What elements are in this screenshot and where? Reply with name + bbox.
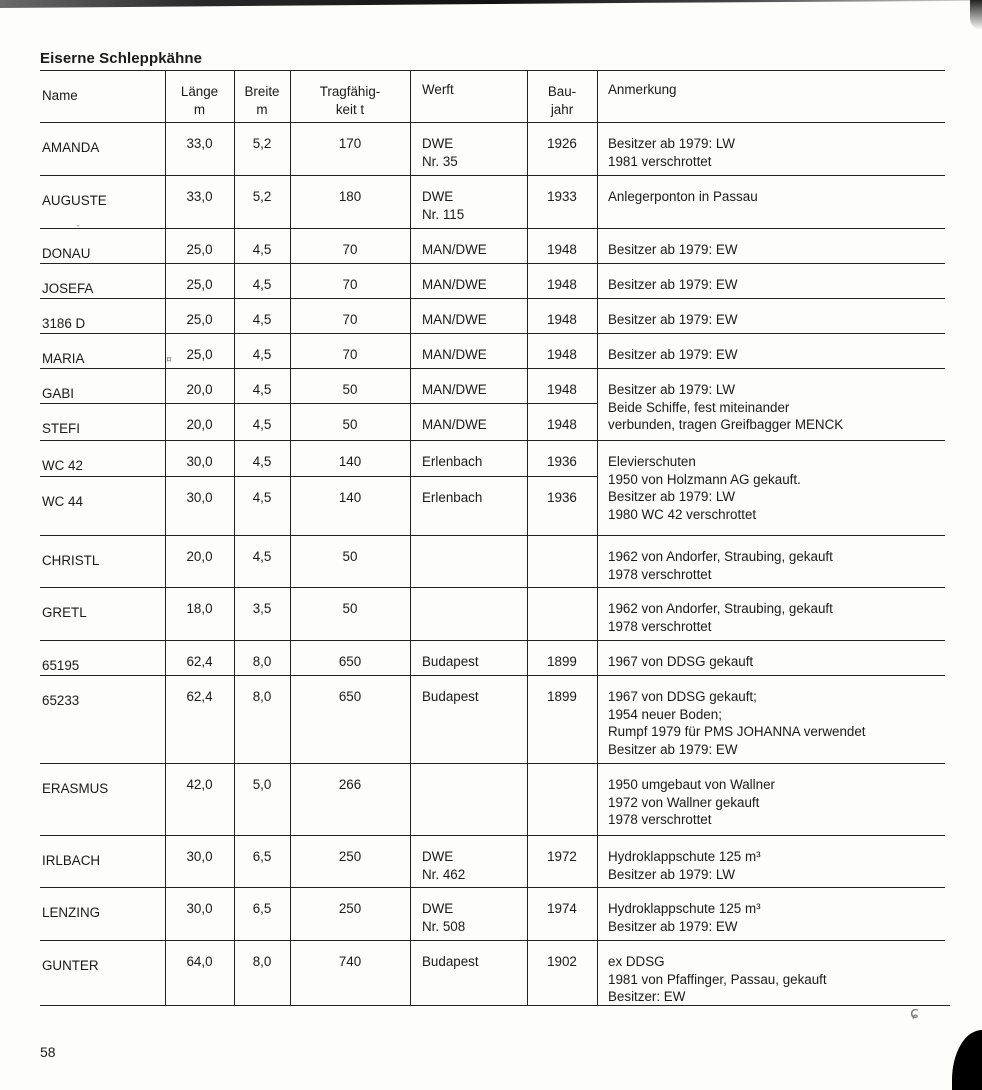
cell-trag: 140 [338, 454, 362, 469]
cell-laenge: 64,0 [186, 954, 213, 969]
cell-breite: 8,0 [252, 654, 272, 669]
cell-baujahr: 1948 [547, 382, 577, 397]
cell-laenge: 25,0 [186, 242, 213, 257]
column-header-name: Name [42, 88, 78, 103]
cell-baujahr: 1899 [547, 689, 577, 704]
cell-name: IRLBACH [42, 853, 101, 868]
cell-name: JOSEFA [42, 281, 94, 296]
cell-breite: 8,0 [252, 954, 272, 969]
cell-werft: DWE Nr. 462 [422, 849, 466, 882]
cell-trag: 170 [338, 136, 362, 151]
cell-laenge: 20,0 [186, 549, 213, 564]
cell-breite: 4,5 [252, 312, 272, 327]
row-rule [40, 333, 945, 334]
pencil-mark: ɕ [910, 1003, 919, 1022]
page-number: 58 [40, 1044, 56, 1060]
cell-anmerkung: 1962 von Andorfer, Straubing, gekauft 1978 verschrottet [608, 549, 833, 582]
scan-shadow-top [0, 0, 982, 8]
column-header-baujahr: Bau- jahr [547, 84, 577, 117]
cell-werft: Erlenbach [422, 454, 483, 469]
cell-baujahr: 1972 [547, 849, 577, 864]
cell-name: GUNTER [42, 958, 99, 973]
row-rule [40, 763, 945, 764]
row-rule [40, 263, 945, 264]
cell-breite: 4,5 [252, 454, 272, 469]
scan-shadow-corner-bottom [952, 1030, 982, 1090]
row-rule [40, 298, 945, 299]
cell-anmerkung: Besitzer ab 1979: EW [608, 312, 738, 327]
row-rule [40, 587, 945, 588]
cell-trag: 50 [342, 601, 358, 616]
cell-name: STEFI [42, 421, 80, 436]
cell-name: 65195 [42, 658, 80, 673]
row-rule [40, 535, 945, 536]
cell-name: AUGUSTE [42, 193, 107, 208]
cell-name: DONAU [42, 246, 91, 261]
cell-laenge: 62,4 [186, 654, 213, 669]
cell-anmerkung: Besitzer ab 1979: LW Beide Schiffe, fest miteinander verbunden, tragen Greifbagger MENCK [608, 382, 844, 432]
cell-anmerkung: Elevierschuten 1950 von Holzmann AG gekauft. Besitzer ab 1979: LW 1980 WC 42 verschrottet [608, 454, 801, 522]
cell-breite: 3,5 [252, 601, 272, 616]
cell-laenge: 25,0 [186, 347, 213, 362]
cell-breite: 4,5 [252, 490, 272, 505]
cell-laenge: 20,0 [186, 417, 213, 432]
cell-name: GABI [42, 386, 74, 401]
cell-breite: 4,5 [252, 242, 272, 257]
cell-trag: 50 [342, 382, 358, 397]
cell-breite: 4,5 [252, 382, 272, 397]
cell-laenge: 25,0 [186, 312, 213, 327]
cell-trag: 70 [342, 242, 358, 257]
cell-breite: 6,5 [252, 901, 272, 916]
cell-werft: DWE Nr. 115 [422, 189, 465, 222]
column-rule [597, 70, 598, 1005]
cell-baujahr: 1936 [547, 454, 577, 469]
cell-laenge: 30,0 [186, 849, 213, 864]
cell-baujahr: 1936 [547, 490, 577, 505]
column-header-anmerkung: Anmerkung [608, 82, 677, 97]
pencil-mark: ¤ [166, 355, 172, 365]
cell-trag: 266 [338, 777, 362, 792]
cell-trag: 180 [338, 189, 362, 204]
cell-anmerkung: 1967 von DDSG gekauft [608, 654, 754, 669]
cell-name: WC 42 [42, 458, 83, 473]
cell-breite: 6,5 [252, 849, 272, 864]
cell-laenge: 18,0 [186, 601, 213, 616]
row-rule [40, 175, 945, 176]
cell-anmerkung: Hydroklappschute 125 m³ Besitzer ab 1979: EW [608, 901, 761, 934]
row-rule [40, 368, 945, 369]
column-rule [410, 70, 411, 1005]
cell-werft: Erlenbach [422, 490, 483, 505]
cell-trag: 140 [338, 490, 362, 505]
cell-trag: 70 [342, 277, 358, 292]
cell-laenge: 30,0 [186, 490, 213, 505]
cell-werft: MAN/DWE [422, 382, 487, 397]
cell-breite: 8,0 [252, 689, 272, 704]
cell-name: ERASMUS [42, 781, 109, 796]
cell-baujahr: 1899 [547, 654, 577, 669]
row-rule [40, 640, 945, 641]
cell-name: GRETL [42, 605, 87, 620]
cell-baujahr: 1948 [547, 277, 577, 292]
cell-baujahr: 1948 [547, 242, 577, 257]
cell-laenge: 33,0 [186, 189, 213, 204]
cell-werft: MAN/DWE [422, 417, 487, 432]
row-rule [40, 476, 597, 477]
cell-werft: Budapest [422, 689, 479, 704]
row-rule [40, 675, 945, 676]
cell-baujahr: 1902 [547, 954, 577, 969]
scan-shadow-corner-top [970, 0, 982, 30]
cell-trag: 650 [338, 654, 362, 669]
row-rule [40, 403, 597, 404]
cell-breite: 4,5 [252, 277, 272, 292]
cell-anmerkung: Besitzer ab 1979: EW [608, 277, 738, 292]
header-rule [40, 122, 945, 123]
cell-werft: DWE Nr. 508 [422, 901, 466, 934]
cell-name: 3186 D [42, 316, 86, 331]
table-rule-top [40, 70, 945, 71]
cell-anmerkung: ex DDSG 1981 von Pfaffinger, Passau, gekauft Besitzer: EW [608, 954, 827, 1004]
cell-breite: 4,5 [252, 347, 272, 362]
cell-name: 65233 [42, 693, 80, 708]
cell-werft: MAN/DWE [422, 277, 487, 292]
cell-trag: 70 [342, 312, 358, 327]
cell-breite: 4,5 [252, 417, 272, 432]
cell-baujahr: 1933 [547, 189, 577, 204]
column-header-breite: Breite m [244, 84, 280, 117]
cell-trag: 250 [338, 901, 362, 916]
cell-werft: Budapest [422, 954, 479, 969]
cell-anmerkung: Besitzer ab 1979: EW [608, 242, 738, 257]
row-rule [40, 228, 945, 229]
row-rule [40, 887, 945, 888]
cell-trag: 70 [342, 347, 358, 362]
cell-baujahr: 1948 [547, 347, 577, 362]
cell-laenge: 30,0 [186, 454, 213, 469]
cell-trag: 50 [342, 549, 358, 564]
cell-trag: 50 [342, 417, 358, 432]
cell-trag: 250 [338, 849, 362, 864]
cell-werft: MAN/DWE [422, 242, 487, 257]
cell-name: LENZING [42, 905, 101, 920]
cell-anmerkung: Besitzer ab 1979: EW [608, 347, 738, 362]
cell-baujahr: 1948 [547, 312, 577, 327]
cell-baujahr: 1974 [547, 901, 577, 916]
cell-trag: 740 [338, 954, 362, 969]
column-header-laenge: Länge m [180, 84, 219, 117]
cell-laenge: 25,0 [186, 277, 213, 292]
page-title: Eiserne Schleppkähne [40, 50, 203, 67]
row-rule [40, 440, 945, 441]
cell-werft: Budapest [422, 654, 479, 669]
cell-breite: 5,0 [252, 777, 272, 792]
cell-name: WC 44 [42, 494, 83, 509]
cell-trag: 650 [338, 689, 362, 704]
cell-laenge: 30,0 [186, 901, 213, 916]
cell-laenge: 20,0 [186, 382, 213, 397]
row-rule [40, 940, 945, 941]
cell-werft: DWE Nr. 35 [422, 136, 458, 169]
column-header-tragfaehigkeit: Tragfähig- keit t [319, 84, 381, 117]
cell-werft: MAN/DWE [422, 312, 487, 327]
cell-anmerkung: Besitzer ab 1979: LW 1981 verschrottet [608, 136, 736, 169]
cell-anmerkung: Anlegerponton in Passau [608, 189, 758, 204]
cell-anmerkung: 1962 von Andorfer, Straubing, gekauft 1978 verschrottet [608, 601, 833, 634]
cell-laenge: 42,0 [186, 777, 213, 792]
cell-anmerkung: Hydroklappschute 125 m³ Besitzer ab 1979: LW [608, 849, 761, 882]
pencil-mark: ˉ [76, 225, 81, 235]
cell-anmerkung: 1967 von DDSG gekauft; 1954 neuer Boden; Rumpf 1979 für PMS JOHANNA verwendet Besitzer ab 1979: EW [608, 689, 866, 757]
cell-name: AMANDA [42, 140, 100, 155]
row-rule [40, 835, 945, 836]
cell-breite: 4,5 [252, 549, 272, 564]
cell-name: MARIA [42, 351, 85, 366]
cell-laenge: 33,0 [186, 136, 213, 151]
cell-breite: 5,2 [252, 189, 272, 204]
column-header-werft: Werft [422, 82, 454, 97]
cell-laenge: 62,4 [186, 689, 213, 704]
cell-baujahr: 1926 [547, 136, 577, 151]
cell-anmerkung: 1950 umgebaut von Wallner 1972 von Wallner gekauft 1978 verschrottet [608, 777, 775, 827]
cell-werft: MAN/DWE [422, 347, 487, 362]
cell-baujahr: 1948 [547, 417, 577, 432]
cell-breite: 5,2 [252, 136, 272, 151]
cell-name: CHRISTL [42, 553, 100, 568]
